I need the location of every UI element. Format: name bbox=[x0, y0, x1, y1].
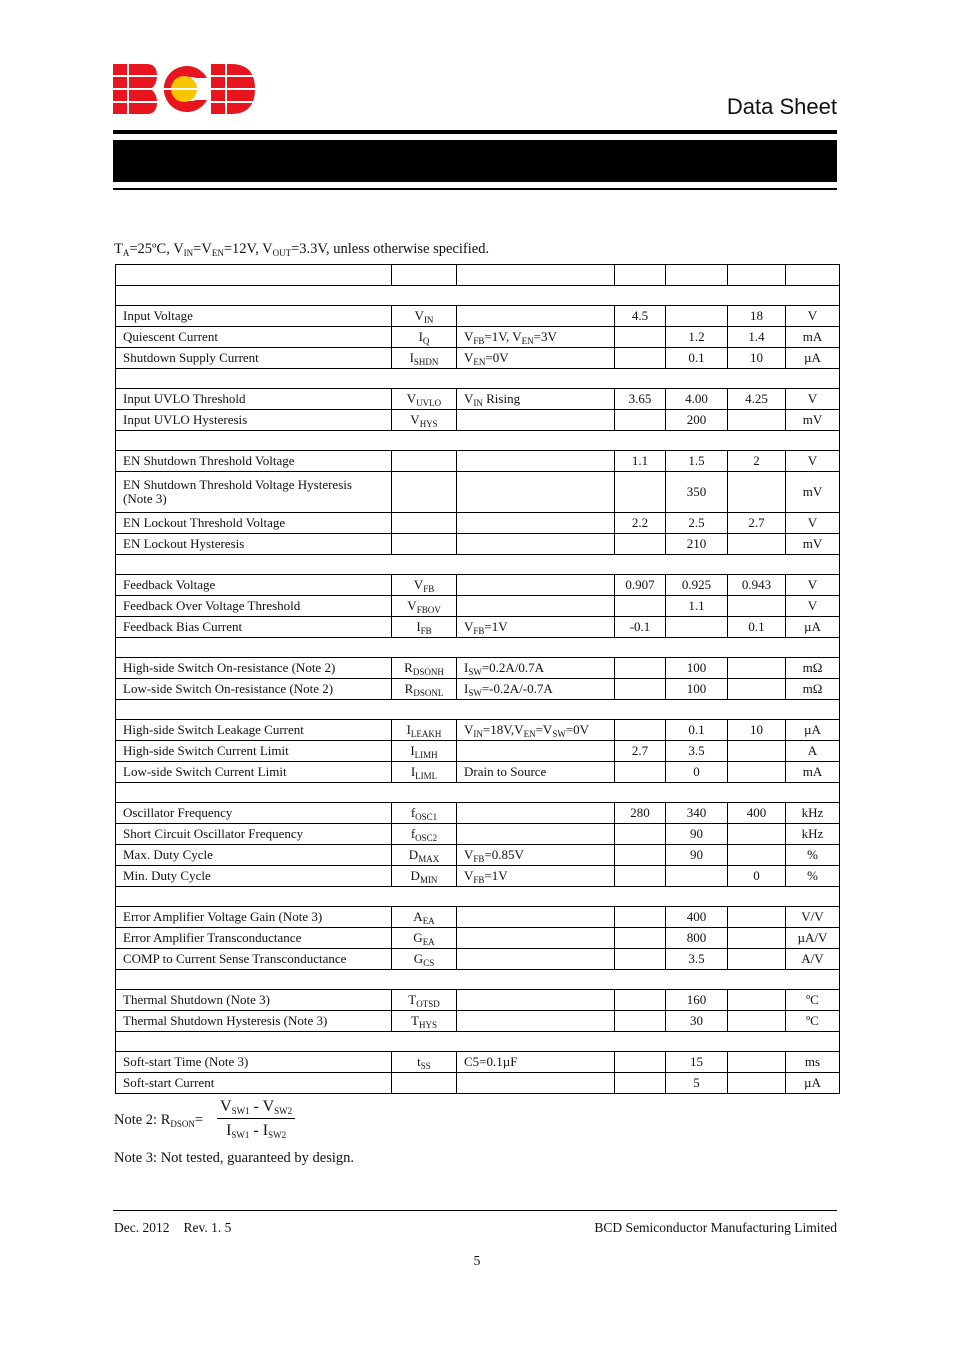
typ-cell: 100 bbox=[666, 679, 728, 700]
param-cell: Low-side Switch Current Limit bbox=[116, 762, 392, 783]
condition-cell: $V_{EN}=0V$ bbox=[457, 348, 615, 369]
unit-cell: V bbox=[786, 451, 840, 472]
param-cell: Quiescent Current bbox=[116, 327, 392, 348]
condition-cell bbox=[457, 990, 615, 1011]
document-type-title: Data Sheet bbox=[726, 94, 837, 119]
param-cell: Input UVLO Hysteresis bbox=[116, 410, 392, 431]
condition-cell bbox=[457, 472, 615, 513]
min-cell: 2.7 bbox=[615, 741, 666, 762]
typ-cell bbox=[666, 306, 728, 327]
max-cell bbox=[728, 741, 786, 762]
table-row bbox=[116, 845, 840, 866]
spacer-cell bbox=[116, 887, 840, 907]
typ-cell: 350 bbox=[666, 472, 728, 513]
min-cell bbox=[615, 845, 666, 866]
typ-cell: 200 bbox=[666, 410, 728, 431]
param-cell: Feedback Over Voltage Threshold bbox=[116, 596, 392, 617]
param-cell: Oscillator Frequency bbox=[116, 803, 392, 824]
min-cell bbox=[615, 1011, 666, 1032]
test-conditions: $T_A=25ºC$, $V_{IN}=V_{EN}=12V$, $V_{OUT}=3.3V$, unless otherwise specified. bbox=[114, 241, 490, 258]
unit-cell: mV bbox=[786, 534, 840, 555]
logo-letter-c bbox=[161, 66, 209, 112]
param-cell: Min. Duty Cycle bbox=[116, 866, 392, 887]
min-cell bbox=[615, 410, 666, 431]
param-cell: Shutdown Supply Current bbox=[116, 348, 392, 369]
min-cell bbox=[615, 949, 666, 970]
condition-cell bbox=[457, 949, 615, 970]
typ-cell: 100 bbox=[666, 658, 728, 679]
condition-cell: $V_{FB}=0.85V$ bbox=[457, 845, 615, 866]
typ-cell: 30 bbox=[666, 1011, 728, 1032]
unit-cell: V bbox=[786, 306, 840, 327]
param-cell: Soft-start Time (Note 3) bbox=[116, 1052, 392, 1073]
spacer-cell bbox=[116, 638, 840, 658]
param-cell: EN Shutdown Threshold Voltage Hysteresis (Note 3) bbox=[116, 472, 392, 513]
symbol-cell: $D_{MIN}$ bbox=[392, 866, 457, 887]
condition-cell bbox=[457, 803, 615, 824]
max-cell bbox=[728, 824, 786, 845]
unit-cell: kHz bbox=[786, 803, 840, 824]
min-cell bbox=[615, 928, 666, 949]
condition-cell: $I_{SW}=-0.2A/-0.7A$ bbox=[457, 679, 615, 700]
symbol-cell: $I_Q$ bbox=[392, 327, 457, 348]
condition-cell bbox=[457, 1011, 615, 1032]
section-spacer-row bbox=[116, 783, 840, 803]
min-cell bbox=[615, 658, 666, 679]
table-row bbox=[116, 949, 840, 970]
table-row bbox=[116, 824, 840, 845]
max-cell bbox=[728, 1073, 786, 1094]
table-row bbox=[116, 928, 840, 949]
unit-cell: V bbox=[786, 575, 840, 596]
rdson-formula: $V_{SW1} - V_{SW2}$ $I_{SW1} - I_{SW2}$ bbox=[217, 1098, 295, 1140]
typ-cell: 1.1 bbox=[666, 596, 728, 617]
min-cell: 2.2 bbox=[615, 513, 666, 534]
param-cell: EN Lockout Hysteresis bbox=[116, 534, 392, 555]
param-cell: Max. Duty Cycle bbox=[116, 845, 392, 866]
typ-cell: 3.5 bbox=[666, 741, 728, 762]
header-band bbox=[113, 140, 837, 182]
unit-cell: mΩ bbox=[786, 679, 840, 700]
section-spacer-row bbox=[116, 555, 840, 575]
symbol-cell: $t_{SS}$ bbox=[392, 1052, 457, 1073]
section-spacer-row bbox=[116, 887, 840, 907]
typ-cell: 400 bbox=[666, 907, 728, 928]
section-spacer-row bbox=[116, 369, 840, 389]
param-cell: High-side Switch On-resistance (Note 2) bbox=[116, 658, 392, 679]
logo-letter-b bbox=[113, 64, 157, 114]
max-cell bbox=[728, 949, 786, 970]
unit-cell: V/V bbox=[786, 907, 840, 928]
typ-cell: 340 bbox=[666, 803, 728, 824]
symbol-cell bbox=[392, 513, 457, 534]
logo-letter-d bbox=[211, 64, 255, 114]
spacer-cell bbox=[116, 783, 840, 803]
min-cell: 0.907 bbox=[615, 575, 666, 596]
max-cell bbox=[728, 907, 786, 928]
condition-cell bbox=[457, 907, 615, 928]
unit-cell: V bbox=[786, 513, 840, 534]
param-cell: Error Amplifier Transconductance bbox=[116, 928, 392, 949]
symbol-cell: $D_{MAX}$ bbox=[392, 845, 457, 866]
header-cell-min bbox=[615, 265, 666, 286]
min-cell bbox=[615, 596, 666, 617]
spacer-cell bbox=[116, 555, 840, 575]
unit-cell: kHz bbox=[786, 824, 840, 845]
min-cell: 4.5 bbox=[615, 306, 666, 327]
unit-cell: µA bbox=[786, 1073, 840, 1094]
page-number: 5 bbox=[473, 1253, 481, 1268]
param-cell: Low-side Switch On-resistance (Note 2) bbox=[116, 679, 392, 700]
note-3: Note 3: Not tested, guaranteed by design. bbox=[114, 1150, 354, 1166]
condition-cell: $V_{FB}=1V$, $V_{EN}=3V$ bbox=[457, 327, 615, 348]
max-cell: 0.1 bbox=[728, 617, 786, 638]
typ-cell bbox=[666, 617, 728, 638]
header-cell-symbol bbox=[392, 265, 457, 286]
condition-cell bbox=[457, 596, 615, 617]
max-cell bbox=[728, 679, 786, 700]
table-row bbox=[116, 658, 840, 679]
typ-cell: 1.5 bbox=[666, 451, 728, 472]
header-row bbox=[116, 265, 840, 286]
typ-cell: 3.5 bbox=[666, 949, 728, 970]
unit-cell: µA bbox=[786, 617, 840, 638]
spacer-cell bbox=[116, 431, 840, 451]
max-cell: 10 bbox=[728, 348, 786, 369]
min-cell: 3.65 bbox=[615, 389, 666, 410]
typ-cell: 210 bbox=[666, 534, 728, 555]
table-row bbox=[116, 389, 840, 410]
condition-cell: C5=0.1µF bbox=[457, 1052, 615, 1073]
param-cell: EN Shutdown Threshold Voltage bbox=[116, 451, 392, 472]
min-cell bbox=[615, 866, 666, 887]
min-cell: -0.1 bbox=[615, 617, 666, 638]
min-cell bbox=[615, 824, 666, 845]
header-cell-max bbox=[728, 265, 786, 286]
typ-cell: 800 bbox=[666, 928, 728, 949]
param-cell: Thermal Shutdown (Note 3) bbox=[116, 990, 392, 1011]
symbol-cell: $f_{OSC2}$ bbox=[392, 824, 457, 845]
unit-cell: ms bbox=[786, 1052, 840, 1073]
param-cell: Error Amplifier Voltage Gain (Note 3) bbox=[116, 907, 392, 928]
spacer-cell bbox=[116, 369, 840, 389]
param-cell: Input UVLO Threshold bbox=[116, 389, 392, 410]
min-cell bbox=[615, 990, 666, 1011]
param-cell: High-side Switch Leakage Current bbox=[116, 720, 392, 741]
unit-cell: ºC bbox=[786, 1011, 840, 1032]
unit-cell: V bbox=[786, 596, 840, 617]
max-cell: 400 bbox=[728, 803, 786, 824]
condition-cell bbox=[457, 410, 615, 431]
max-cell: 4.25 bbox=[728, 389, 786, 410]
symbol-cell: $V_{IN}$ bbox=[392, 306, 457, 327]
table-row bbox=[116, 306, 840, 327]
footer-left bbox=[114, 1220, 231, 1236]
condition-cell bbox=[457, 1073, 615, 1094]
unit-cell: µA bbox=[786, 348, 840, 369]
max-cell: 0 bbox=[728, 866, 786, 887]
table-row bbox=[116, 575, 840, 596]
param-cell: EN Lockout Threshold Voltage bbox=[116, 513, 392, 534]
max-cell: 0.943 bbox=[728, 575, 786, 596]
min-cell bbox=[615, 348, 666, 369]
max-cell bbox=[728, 658, 786, 679]
symbol-cell bbox=[392, 534, 457, 555]
table-row bbox=[116, 472, 840, 513]
typ-cell: 0.925 bbox=[666, 575, 728, 596]
table-row bbox=[116, 451, 840, 472]
table-row bbox=[116, 348, 840, 369]
header-cell-param bbox=[116, 265, 392, 286]
symbol-cell: $G_{CS}$ bbox=[392, 949, 457, 970]
max-cell: 18 bbox=[728, 306, 786, 327]
max-cell bbox=[728, 990, 786, 1011]
table-row bbox=[116, 617, 840, 638]
typ-cell: 5 bbox=[666, 1073, 728, 1094]
typ-cell: 0 bbox=[666, 762, 728, 783]
unit-cell: mΩ bbox=[786, 658, 840, 679]
max-cell: 1.4 bbox=[728, 327, 786, 348]
param-cell: Feedback Voltage bbox=[116, 575, 392, 596]
symbol-cell: $R_{DSONL}$ bbox=[392, 679, 457, 700]
footer-company: BCD Semiconductor Manufacturing Limited bbox=[594, 1220, 837, 1235]
table-row bbox=[116, 1011, 840, 1032]
typ-cell: 160 bbox=[666, 990, 728, 1011]
table-row bbox=[116, 1073, 840, 1094]
section-spacer-row bbox=[116, 1032, 840, 1052]
table-row bbox=[116, 720, 840, 741]
symbol-cell: $f_{OSC1}$ bbox=[392, 803, 457, 824]
condition-cell: $V_{FB}=1V$ bbox=[457, 866, 615, 887]
condition-cell bbox=[457, 824, 615, 845]
unit-cell: mV bbox=[786, 472, 840, 513]
section-spacer-row bbox=[116, 970, 840, 990]
header-cell-typ bbox=[666, 265, 728, 286]
footer-rule bbox=[113, 1210, 837, 1211]
symbol-cell bbox=[392, 1073, 457, 1094]
max-cell bbox=[728, 410, 786, 431]
min-cell bbox=[615, 1052, 666, 1073]
max-cell bbox=[728, 1011, 786, 1032]
typ-cell: 90 bbox=[666, 824, 728, 845]
table-row bbox=[116, 679, 840, 700]
max-cell bbox=[728, 1052, 786, 1073]
min-cell bbox=[615, 472, 666, 513]
min-cell bbox=[615, 720, 666, 741]
condition-cell: $V_{IN}$ Rising bbox=[457, 389, 615, 410]
spacer-cell bbox=[116, 286, 840, 306]
table-row bbox=[116, 990, 840, 1011]
min-cell bbox=[615, 907, 666, 928]
condition-cell: $V_{IN}=18V,V_{EN}=V_{SW}=0V$ bbox=[457, 720, 615, 741]
unit-cell: mV bbox=[786, 410, 840, 431]
param-cell: COMP to Current Sense Transconductance bbox=[116, 949, 392, 970]
min-cell bbox=[615, 762, 666, 783]
unit-cell: A/V bbox=[786, 949, 840, 970]
condition-cell bbox=[457, 928, 615, 949]
symbol-cell: $V_{FBOV}$ bbox=[392, 596, 457, 617]
header-cell-conditions bbox=[457, 265, 615, 286]
unit-cell: mA bbox=[786, 327, 840, 348]
param-cell: Input Voltage bbox=[116, 306, 392, 327]
condition-cell: $I_{SW}=0.2A/0.7A$ bbox=[457, 658, 615, 679]
max-cell bbox=[728, 472, 786, 513]
electrical-characteristics-table bbox=[115, 264, 840, 1094]
table-row bbox=[116, 513, 840, 534]
header-band-rule bbox=[113, 188, 837, 190]
table-row bbox=[116, 596, 840, 617]
symbol-cell: $I_{FB}$ bbox=[392, 617, 457, 638]
max-cell bbox=[728, 928, 786, 949]
max-cell bbox=[728, 596, 786, 617]
spacer-cell bbox=[116, 970, 840, 990]
table-row bbox=[116, 534, 840, 555]
table-row bbox=[116, 1052, 840, 1073]
symbol-cell bbox=[392, 472, 457, 513]
table-row bbox=[116, 866, 840, 887]
symbol-cell: $V_{FB}$ bbox=[392, 575, 457, 596]
typ-cell bbox=[666, 866, 728, 887]
table-row bbox=[116, 803, 840, 824]
typ-cell: 15 bbox=[666, 1052, 728, 1073]
header-rule bbox=[113, 130, 837, 134]
table-row bbox=[116, 907, 840, 928]
unit-cell: V bbox=[786, 389, 840, 410]
condition-cell bbox=[457, 306, 615, 327]
max-cell: 10 bbox=[728, 720, 786, 741]
typ-cell: 0.1 bbox=[666, 348, 728, 369]
unit-cell: mA bbox=[786, 762, 840, 783]
section-spacer-row bbox=[116, 638, 840, 658]
unit-cell: µA bbox=[786, 720, 840, 741]
symbol-cell: $I_{LEAKH}$ bbox=[392, 720, 457, 741]
section-spacer-row bbox=[116, 700, 840, 720]
table-row bbox=[116, 762, 840, 783]
unit-cell: ºC bbox=[786, 990, 840, 1011]
section-spacer-row bbox=[116, 286, 840, 306]
typ-cell: 4.00 bbox=[666, 389, 728, 410]
typ-cell: 90 bbox=[666, 845, 728, 866]
min-cell: 280 bbox=[615, 803, 666, 824]
typ-cell: 2.5 bbox=[666, 513, 728, 534]
condition-cell bbox=[457, 741, 615, 762]
symbol-cell: $I_{LIML}$ bbox=[392, 762, 457, 783]
spacer-cell bbox=[116, 700, 840, 720]
min-cell bbox=[615, 327, 666, 348]
max-cell bbox=[728, 534, 786, 555]
condition-cell bbox=[457, 575, 615, 596]
unit-cell: % bbox=[786, 845, 840, 866]
max-cell bbox=[728, 845, 786, 866]
condition-cell bbox=[457, 534, 615, 555]
spacer-cell bbox=[116, 1032, 840, 1052]
footer-revision: Rev. 1. 5 bbox=[183, 1220, 232, 1235]
typ-cell: 0.1 bbox=[666, 720, 728, 741]
condition-cell bbox=[457, 451, 615, 472]
typ-cell: 1.2 bbox=[666, 327, 728, 348]
symbol-cell: $V_{HYS}$ bbox=[392, 410, 457, 431]
table-row bbox=[116, 741, 840, 762]
symbol-cell bbox=[392, 451, 457, 472]
footer-date: Dec. 2012 bbox=[114, 1220, 170, 1235]
param-cell: Short Circuit Oscillator Frequency bbox=[116, 824, 392, 845]
param-cell: Soft-start Current bbox=[116, 1073, 392, 1094]
symbol-cell: $G_{EA}$ bbox=[392, 928, 457, 949]
param-cell: Feedback Bias Current bbox=[116, 617, 392, 638]
condition-cell: $V_{FB}=1V$ bbox=[457, 617, 615, 638]
table-row bbox=[116, 410, 840, 431]
max-cell: 2 bbox=[728, 451, 786, 472]
section-spacer-row bbox=[116, 431, 840, 451]
table-row bbox=[116, 327, 840, 348]
symbol-cell: $A_{EA}$ bbox=[392, 907, 457, 928]
max-cell bbox=[728, 762, 786, 783]
symbol-cell: $V_{UVLO}$ bbox=[392, 389, 457, 410]
unit-cell: µA/V bbox=[786, 928, 840, 949]
min-cell bbox=[615, 1073, 666, 1094]
symbol-cell: $R_{DSONH}$ bbox=[392, 658, 457, 679]
max-cell: 2.7 bbox=[728, 513, 786, 534]
condition-cell: Drain to Source bbox=[457, 762, 615, 783]
bcd-logo bbox=[113, 64, 255, 114]
symbol-cell: $I_{SHDN}$ bbox=[392, 348, 457, 369]
unit-cell: % bbox=[786, 866, 840, 887]
symbol-cell: $I_{LIMH}$ bbox=[392, 741, 457, 762]
header-cell-unit bbox=[786, 265, 840, 286]
min-cell bbox=[615, 679, 666, 700]
symbol-cell: $T_{HYS}$ bbox=[392, 1011, 457, 1032]
symbol-cell: $T_{OTSD}$ bbox=[392, 990, 457, 1011]
param-cell: High-side Switch Current Limit bbox=[116, 741, 392, 762]
min-cell: 1.1 bbox=[615, 451, 666, 472]
param-cell: Thermal Shutdown Hysteresis (Note 3) bbox=[116, 1011, 392, 1032]
condition-cell bbox=[457, 513, 615, 534]
unit-cell: A bbox=[786, 741, 840, 762]
min-cell bbox=[615, 534, 666, 555]
